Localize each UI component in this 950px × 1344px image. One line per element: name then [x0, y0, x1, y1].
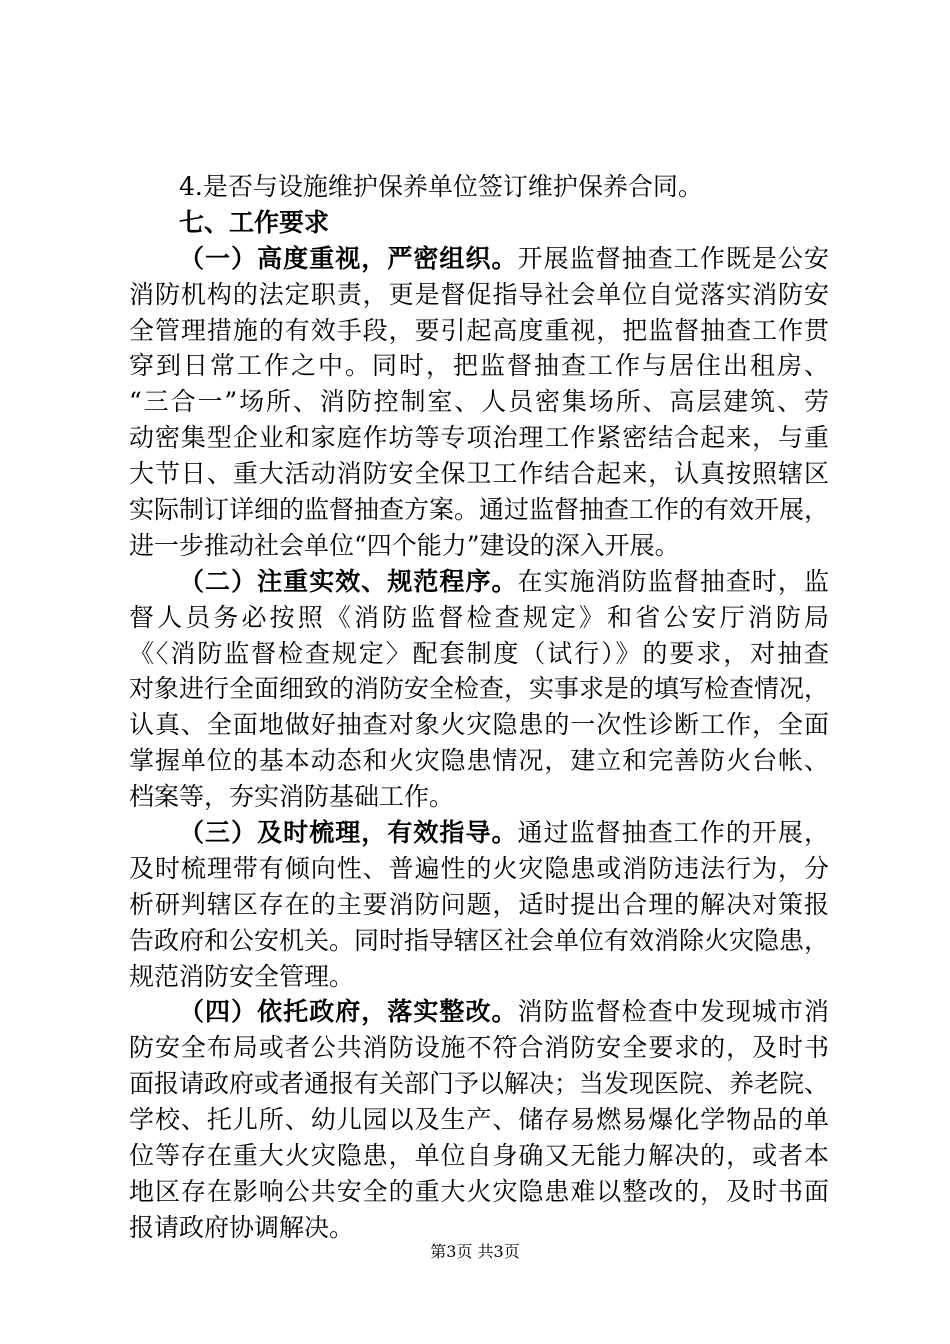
paragraph-1-line: “三合一”场所、消防控制室、人员密集场所、高层建筑、劳 [129, 387, 829, 417]
section-7-heading: 七、工作要求 [179, 207, 330, 237]
paragraph-1-heading: （一）高度重视，严密组织。 [179, 243, 518, 273]
paragraph-2-first-line [129, 564, 829, 600]
paragraph-3-line: 告政府和公安机关。同时指导辖区社会单位有效消除火灾隐患， [129, 925, 830, 955]
page-footer: 第3页 共3页 [430, 1242, 520, 1261]
paragraph-3-line: 通过监督抽查工作的开展， [517, 818, 829, 848]
paragraph-1-line: 实际制订详细的监督抽查方案。通过监督抽查工作的有效开展， [129, 495, 830, 525]
paragraph-4-line: 地区存在影响公共安全的重大火灾隐患难以整改的，及时书面 [129, 1176, 829, 1206]
paragraph-1-first-line [129, 241, 829, 277]
paragraph-4-line: 防安全布局或者公共消防设施不符合消防安全要求的，及时书 [129, 1033, 829, 1063]
paragraph-4-line: 位等存在重大火灾隐患，单位自身确又无能力解决的，或者本 [129, 1141, 829, 1171]
paragraph-2-line: 在实施消防监督抽查时，监 [517, 566, 829, 596]
paragraph-2-line: 《〈消防监督检查规定〉配套制度（试行）》的要求，对抽查 [129, 638, 829, 668]
paragraph-4-line: 报请政府协调解决。 [129, 1212, 355, 1242]
item-4-line: 4.是否与设施维护保养单位签订维护保养合同。 [179, 172, 703, 201]
paragraph-2-line: 档案等，夯实消防基础工作。 [129, 782, 455, 812]
paragraph-2-line: 督人员务必按照《消防监督检查规定》和省公安厅消防局 [129, 602, 829, 632]
paragraph-3-first-line [129, 815, 829, 851]
paragraph-1-line: 全管理措施的有效手段，要引起高度重视，把监督抽查工作贯 [129, 315, 829, 345]
paragraph-2-line: 掌握单位的基本动态和火灾隐患情况，建立和完善防火台帐、 [129, 746, 829, 776]
paragraph-4-line: 学校、托儿所、幼儿园以及生产、储存易燃易爆化学物品的单 [129, 1105, 829, 1135]
paragraph-1-line: 消防机构的法定职责，更是督促指导社会单位自觉落实消防安 [129, 279, 829, 309]
paragraph-1-line: 进一步推动社会单位“四个能力”建设的深入开展。 [129, 530, 680, 560]
paragraph-2-line: 认真、全面地做好抽查对象火灾隐患的一次性诊断工作，全面 [129, 710, 829, 740]
paragraph-4-line: 消防监督检查中发现城市消 [517, 997, 829, 1027]
paragraph-4-line: 面报请政府或者通报有关部门予以解决；当发现医院、养老院、 [129, 1069, 830, 1099]
paragraph-1-line: 开展监督抽查工作既是公安 [517, 243, 829, 273]
paragraph-4-first-line [129, 994, 829, 1030]
paragraph-1-line: 大节日、重大活动消防安全保卫工作结合起来，认真按照辖区 [129, 459, 829, 489]
paragraph-3-line: 析研判辖区存在的主要消防问题，适时提出合理的解决对策报 [129, 889, 829, 919]
document-body [129, 169, 829, 1246]
paragraph-1-line: 动密集型企业和家庭作坊等专项治理工作紧密结合起来，与重 [129, 423, 829, 453]
paragraph-2-line: 对象进行全面细致的消防安全检查，实事求是的填写检查情况， [129, 674, 830, 704]
paragraph-3-line: 及时梳理带有倾向性、普遍性的火灾隐患或消防违法行为，分 [129, 853, 829, 883]
paragraph-3-heading: （三）及时梳理，有效指导。 [179, 818, 518, 848]
paragraph-1-line: 穿到日常工作之中。同时，把监督抽查工作与居住出租房、 [129, 351, 829, 381]
paragraph-2-heading: （二）注重实效、规范程序。 [179, 566, 518, 596]
paragraph-3-line: 规范消防安全管理。 [129, 961, 355, 991]
paragraph-4-heading: （四）依托政府，落实整改。 [179, 997, 518, 1027]
